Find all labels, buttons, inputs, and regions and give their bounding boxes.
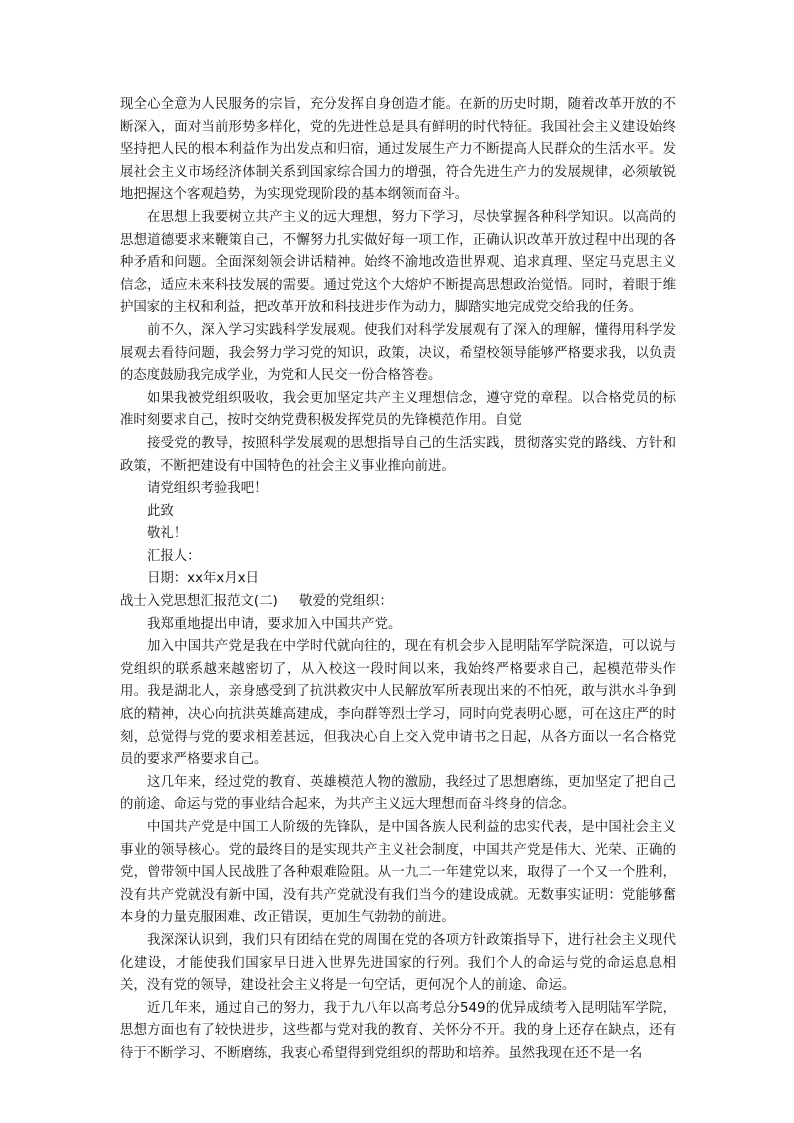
- paragraph-8: 这几年来，经过党的教育、英雄模范人物的激励，我经过了思想磨练，更加坚定了把自己的前途、命运与党的事业结合起来，为共产主义远大理想而奋斗终身的信念。: [120, 774, 676, 813]
- closing-request: 请党组织考验我吧！: [147, 481, 268, 497]
- paragraph-1: 现全心全意为人民服务的宗旨，充分发挥自身创造才能。在新的历史时期，随着改革开放的不断深入，面对当前形势多样化，党的先进性总是具有鲜明的时代特征。我国社会主义建设始终坚持把人民的根本利益作为出发点和归宿，通过发展生产力不断提高人民群众的生活水平。发展社会主义市场经济体制关系到国家综合国力的增强，符合先进生产力的发展规律，必须敏锐地把握这个客观趋势，为实现党现阶段的基本纲领而奋斗。: [120, 97, 676, 203]
- closing-salutation: 此致: [147, 503, 174, 519]
- paragraph-10: 我深深认识到，我们只有团结在党的周围在党的各项方针政策指导下，进行社会主义现代化建设，才能使我们国家早日进入世界先进国家的行列。我们个人的命运与党的命运息息相关，没有党的领导，建设社会主义将是一句空话，更何况个人的前途、命运。: [120, 932, 676, 994]
- date-line: 日期：xx年x月x日: [147, 571, 260, 587]
- paragraph-5: 接受党的教导，按照科学发展观的思想指导自己的生活实践，贯彻落实党的路线、方针和政策，不断把建设有中国特色的社会主义事业推向前进。: [120, 435, 676, 474]
- closing-respect: 敬礼！: [147, 526, 188, 542]
- reporter-label: 汇报人：: [147, 548, 201, 564]
- paragraph-2: 在思想上我要树立共产主义的远大理想，努力下学习，尽快掌握各种科学知识。以高尚的思想道德要求来鞭策自己，不懈努力扎实做好每一项工作，正确认识改革开放过程中出现的各种矛盾和问题。全面深刻领会讲话精神。始终不渝地改造世界观、追求真理、坚定马克思主义信念，适应未来科技发展的需要。通过党这个大熔炉不断提高思想政治觉悟。同时，着眼于维护国家的主权和利益，把改革开放和科技进步作为动力，脚踏实地完成党交给我的任务。: [120, 209, 676, 316]
- paragraph-4: 如果我被党组织吸收，我会更加坚定共产主义理想信念，遵守党的章程。以合格党员的标准时刻要求自己，按时交纳党费积极发挥党员的先锋模范作用。自觉: [120, 390, 676, 429]
- paragraph-6: 我郑重地提出申请，要求加入中国共产党。: [147, 616, 402, 632]
- paragraph-9: 中国共产党是中国工人阶级的先锋队，是中国各族人民利益的忠实代表，是中国社会主义事业的领导核心。党的最终目的是实现共产主义社会制度，中国共产党是伟大、光荣、正确的党，曾带领中国人民战胜了各种艰难险阻。从一九二一年建党以来，取得了一个又一个胜利，没有共产党就没有新中国，没有共产党就没有我们当今的建设成就。无数事实证明：党能够奮本身的力量克服困难、改正错误，更加生气勃勃的前进。: [120, 820, 676, 926]
- paragraph-3: 前不久，深入学习实践科学发展观。使我们对科学发展观有了深入的理解，懂得用科学发展观去看待问题，我会努力学习党的知识，政策，决议，希望校领导能够严格要求我，以负责的态度鼓励我完成学业，为党和人民交一份合格答卷。: [120, 322, 676, 384]
- document-body: [120, 94, 676, 1066]
- paragraph-11: 近几年来，通过自己的努力，我于九八年以高考总分549的优异成绩考入昆明陆军学院，思想方面也有了较快进步，这些都与党对我的教育、关怀分不开。我的身上还存在缺点，还有待于不断学习、不断磨练，我衷心希望得到党组织的帮助和培养。虽然我现在还不是一名: [120, 1000, 676, 1061]
- section-heading: 战士入党思想汇报范文(二) 敬爱的党组织：: [120, 594, 393, 610]
- paragraph-7: 加入中国共产党是我在中学时代就向往的，现在有机会步入昆明陆军学院深造，可以说与党组织的联系越来越密切了，从入校这一段时间以来，我始终严格要求自己，起模范带头作用。我是湖北人，亲身感受到了抗洪救灾中人民解放军所表现出来的不怕死，敢与洪水斗争到底的精神，决心向抗洪英雄高建成，李向群等烈士学习，同时向党表明心愿，可在这庄严的时刻，总觉得与党的要求相差甚远，但我决心自上交入党申请书之日起，从各方面以一名合格党员的要求严格要求自己。: [120, 639, 676, 768]
